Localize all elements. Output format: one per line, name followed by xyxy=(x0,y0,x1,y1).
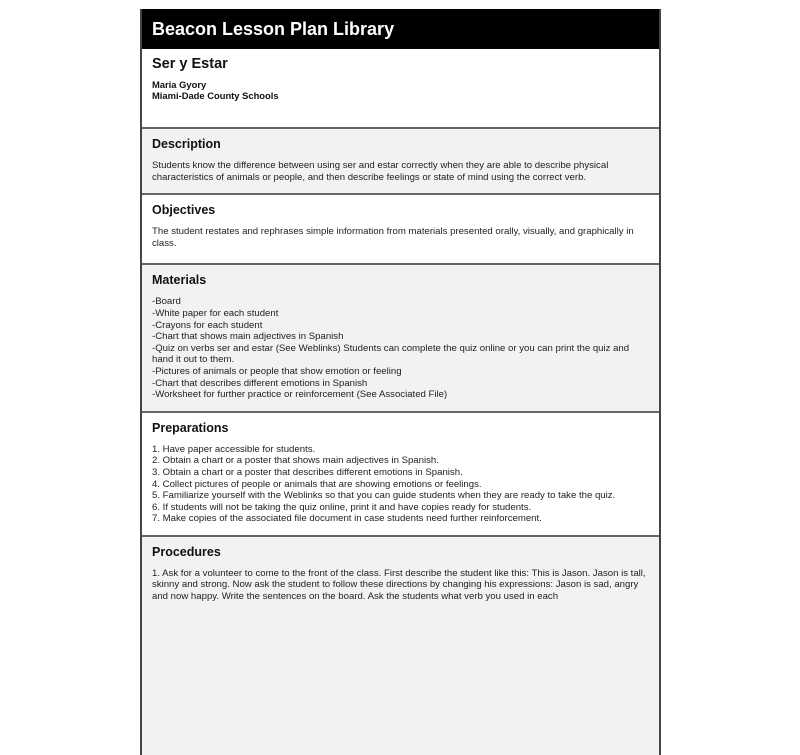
list-item: -Quiz on verbs ser and estar (See Weblinks) Students can complete the quiz online or you can print the quiz and hand it out to them. xyxy=(152,342,630,366)
list-item: -Board xyxy=(152,296,181,308)
description-text: Students know the difference between using ser and estar correctly when they are able to describe physical characteristics of animals or people, and then describe feelings or state of mind using the correct verb. xyxy=(152,160,609,183)
description-heading: Description xyxy=(152,137,221,151)
materials-section xyxy=(142,263,659,410)
list-item: 6. If students will not be taking the quiz online, print it and have copies ready for students. xyxy=(152,501,532,513)
objectives-section xyxy=(142,193,659,263)
preparations-section xyxy=(142,411,659,535)
objectives-heading: Objectives xyxy=(152,203,216,218)
list-item: -Chart that describes different emotions in Spanish xyxy=(152,377,368,389)
list-item: 4. Collect pictures of people or animals that are showing emotions or feelings. xyxy=(152,478,482,490)
lesson-organization: Miami-Dade County Schools xyxy=(152,90,279,102)
site-header: Beacon Lesson Plan Library xyxy=(142,9,659,49)
list-item: 7. Make copies of the associated file document in case students need further reinforcement. xyxy=(152,513,542,525)
preparations-heading: Preparations xyxy=(152,420,229,435)
list-item: -Worksheet for further practice or reinforcement (See Associated File) xyxy=(152,389,448,401)
list-item: -Crayons for each student xyxy=(152,319,263,331)
lesson-author: Maria Gyory xyxy=(152,78,207,90)
lesson-title: Ser y Estar xyxy=(152,56,228,72)
list-item: 5. Familiarize yourself with the Weblinks so that you can guide students when they are ready to take the quiz. xyxy=(152,490,616,502)
preparations-list xyxy=(152,444,649,525)
description-section xyxy=(142,127,659,193)
procedures-text: 1. Ask for a volunteer to come to the front of the class. First describe the student like this: This is Jason. Jason is tall, skinny and strong. Now ask the student to follow these directions by changing his expressions: Jason is sad, angry and now happy. Write the sentences on the board. Ask the students what verb you used in each xyxy=(152,567,646,603)
materials-heading: Materials xyxy=(152,273,207,288)
list-item: 2. Obtain a chart or a poster that shows main adjectives in Spanish. xyxy=(152,455,439,467)
list-item: 1. Have paper accessible for students. xyxy=(152,443,316,455)
materials-list xyxy=(152,296,649,400)
list-item: -White paper for each student xyxy=(152,307,279,319)
list-item: -Chart that shows main adjectives in Spanish xyxy=(152,331,344,343)
lesson-title-section xyxy=(142,49,659,127)
objectives-text: The student restates and rephrases simple information from materials presented orally, visually, and graphically in class. xyxy=(152,226,634,249)
procedures-heading: Procedures xyxy=(152,544,221,559)
procedures-section xyxy=(142,535,659,755)
lesson-plan-page xyxy=(140,9,661,755)
list-item: 3. Obtain a chart or a poster that describes different emotions in Spanish. xyxy=(152,466,463,478)
list-item: -Pictures of animals or people that show emotion or feeling xyxy=(152,365,402,377)
